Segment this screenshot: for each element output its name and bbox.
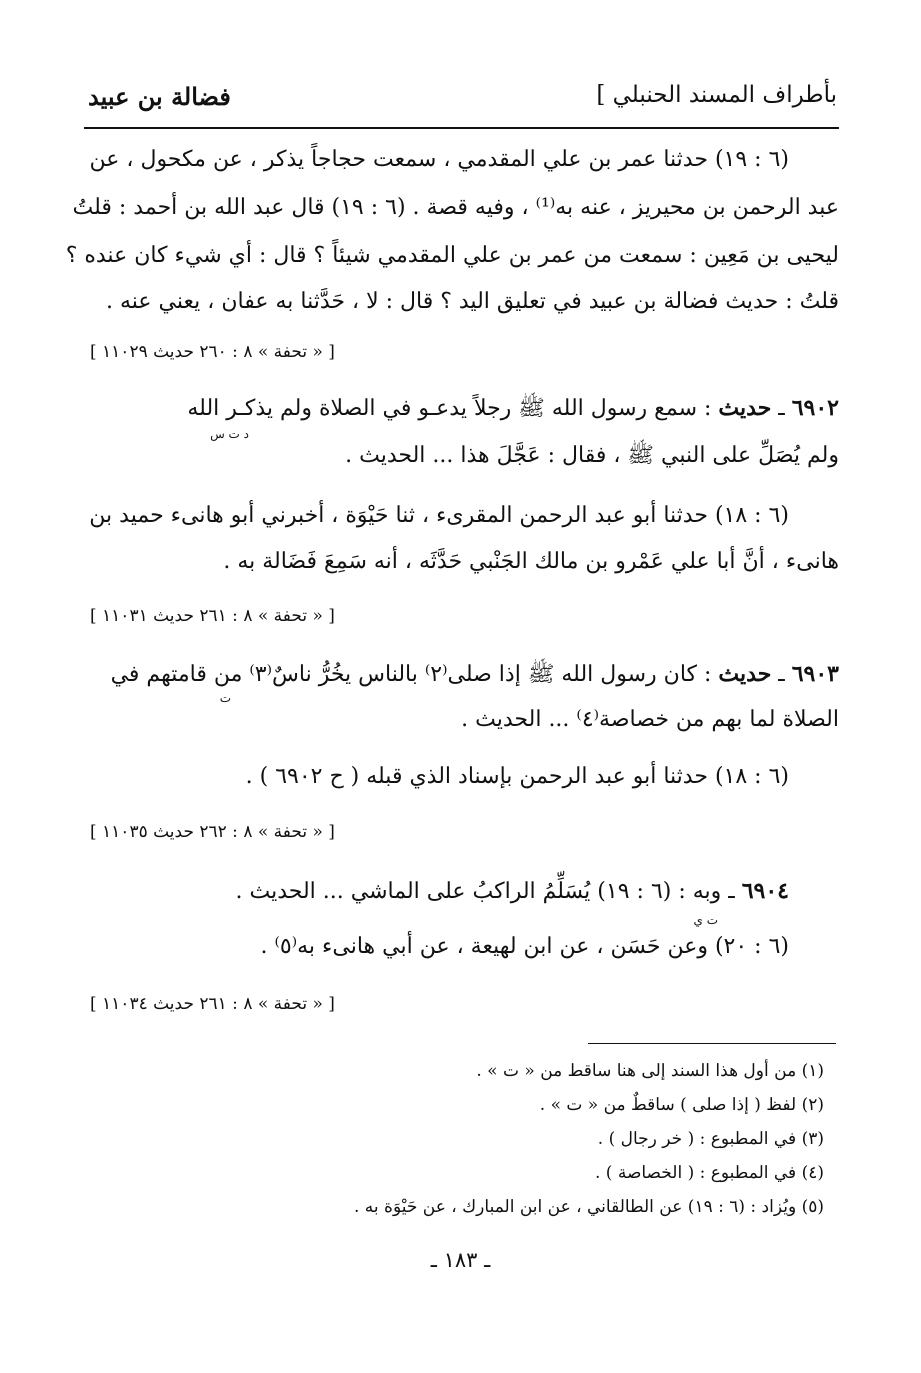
footnote: (٣) في المطبوع : ( خر رجال ) . — [597, 1129, 824, 1149]
hadith-heading-line: ٦٩٠٣ ـ حديث : كان رسول الله ﷺ إذا صلى⁽٢⁾ بالناس يخُرُّ ناسٌ⁽٣⁾ من قامتهم في — [110, 661, 839, 687]
hadith-heading-line: ٦٩٠٢ ـ حديث : سمع رسول الله ﷺ رجلاً يدعـو في الصلاة ولم يذكـر الله — [187, 395, 839, 421]
sanad-line: (٦ : ١٨) حدثنا أبو عبد الرحمن بإسناد الذي قبله ( ح ٦٩٠٢ ) . — [245, 764, 789, 789]
sanad-line: (٦ : ١٨) حدثنا أبو عبد الرحمن المقرىء ، ثنا حَيْوَة ، أخبرني أبو هانىء حميد بن — [89, 503, 789, 528]
hadith-number: ٦٩٠٣ — [791, 661, 839, 687]
hadith-number: ٦٩٠٤ — [741, 878, 789, 904]
collection-marks: ت ي — [693, 913, 718, 927]
text-line: عبد الرحمن بن محيريز ، عنه به⁽¹⁾ ، وفيه قصة . (٦ : ١٩) قال عبد الله بن أحمد : قلتُ — [72, 195, 839, 220]
footnote: (١) من أول هذا السند إلى هنا ساقط من « ت » . — [476, 1061, 824, 1081]
footnote: (٢) لفظ ( إذا صلى ) ساقطٌ من « ت » . — [539, 1095, 824, 1115]
hadith-heading-line — [236, 878, 789, 904]
tuhfa-reference: [ « تحفة » ٨ : ٢٦٢ حديث ١١٠٣٥ ] — [90, 822, 335, 842]
hadith-text: : سمع رسول الله ﷺ رجلاً يدعـو في الصلاة ولم يذكـر الله — [187, 396, 719, 421]
page-header — [88, 82, 837, 122]
page-number: ـ ١٨٣ ـ — [430, 1248, 491, 1272]
hadith-text: : كان رسول الله ﷺ إذا صلى⁽٢⁾ بالناس يخُرُّ ناسٌ⁽٣⁾ من قامتهم في — [110, 662, 719, 687]
text-line: (٦ : ١٩) حدثنا عمر بن علي المقدمي ، سمعت حجاجاً يذكر ، عن مكحول ، عن — [89, 147, 789, 172]
text-line: قلتُ : حديث فضالة بن عبيد في تعليق اليد ؟ قال : لا ، حَدَّثنا به عفان ، يعني عنه . — [106, 289, 839, 314]
book-title: بأطراف المسند الحنبلي ] — [596, 82, 837, 108]
header-rule — [84, 127, 839, 129]
hadith-text: الصلاة لما بهم من خصاصة⁽٤⁾ ... الحديث . — [461, 707, 839, 732]
hadith-text: ـ وبه : (٦ : ١٩) يُسَلِّمُ الراكبُ على الماشي ... الحديث . — [235, 879, 742, 904]
footnote-rule — [588, 1043, 836, 1044]
hadith-keyword: حديث — [718, 661, 772, 687]
tuhfa-reference: [ « تحفة » ٨ : ٢٦١ حديث ١١٠٣١ ] — [90, 606, 335, 626]
collection-marks: د ت س — [210, 427, 249, 441]
tuhfa-reference: [ « تحفة » ٨ : ٢٦١ حديث ١١٠٣٤ ] — [90, 994, 335, 1014]
sanad-line: (٦ : ٢٠) وعن حَسَن ، عن ابن لهيعة ، عن أبي هانىء به⁽٥⁾ . — [260, 934, 789, 959]
hadith-keyword: حديث — [718, 395, 772, 421]
collection-marks: ت — [219, 691, 231, 705]
text-line: ليحيى بن مَعِين : سمعت من عمر بن علي المقدمي شيئاً ؟ قال : أي شيء كان عنده ؟ — [65, 243, 839, 268]
hadith-number: ٦٩٠٢ — [791, 395, 839, 421]
tuhfa-reference: [ « تحفة » ٨ : ٢٦٠ حديث ١١٠٢٩ ] — [90, 342, 335, 362]
footnote: (٤) في المطبوع : ( الخصاصة ) . — [594, 1163, 824, 1183]
sanad-line: هانىء ، أنَّ أبا علي عَمْرو بن مالك الجَنْبي حَدَّثَه ، أنه سَمِعَ فَضَالة به . — [223, 549, 839, 574]
section-title: فضالة بن عبيد — [88, 82, 231, 111]
footnote: (٥) ويُزاد : (٦ : ١٩) عن الطالقاني ، عن ابن المبارك ، عن حَيْوَة به . — [354, 1197, 824, 1217]
hadith-text: ولم يُصَلِّ على النبي ﷺ ، فقال : عَجَّلَ هذا ... الحديث . — [345, 443, 839, 468]
